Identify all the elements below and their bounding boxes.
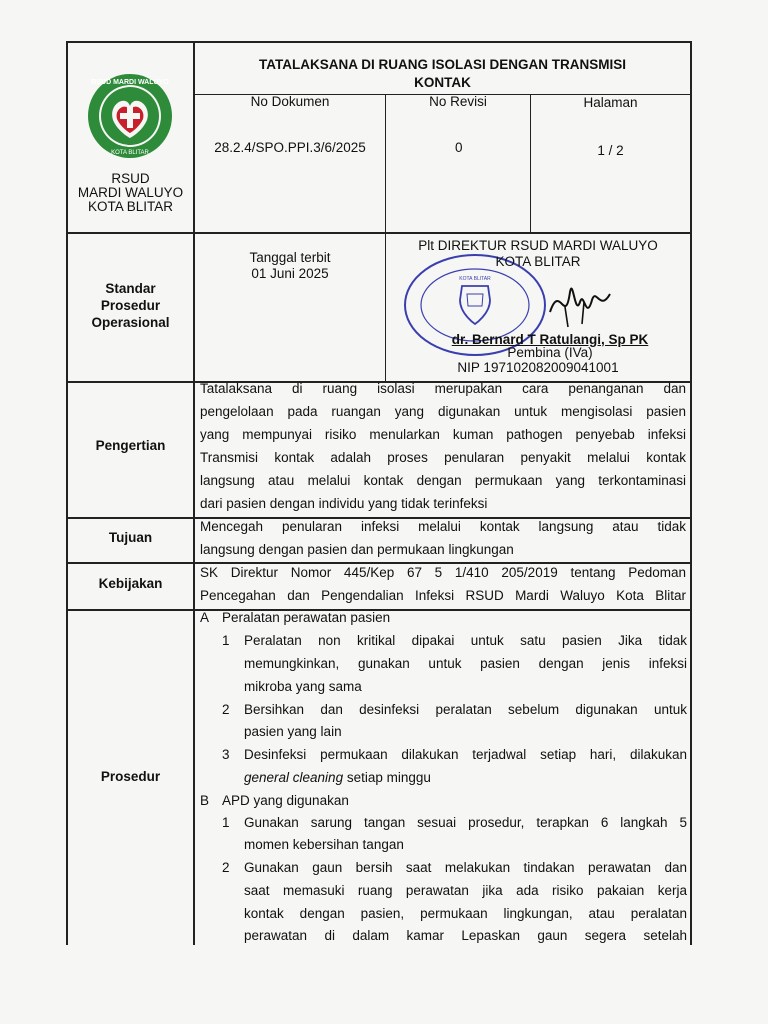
document-title-line-1: TATALAKSANA DI RUANG ISOLASI DENGAN TRANSMISI — [259, 57, 626, 72]
b2-line: kontak dengan pasien, permukaan lingkungan, atau peralatan — [244, 906, 687, 921]
b2-line: Gunakan gaun bersih saat melakukan tindakan perawatan dan — [244, 860, 687, 875]
a3-line-2 — [244, 767, 687, 789]
a1-number: 1 — [222, 633, 230, 648]
section-a-title: Peralatan perawatan pasien — [222, 610, 391, 625]
signer-rank: Pembina (IVa) — [507, 345, 593, 360]
kebijakan-line: SK Direktur Nomor 445/Kep 67 5 1/410 205/2019 tentang Pedoman — [200, 565, 686, 580]
tanggal-terbit-value: 01 Juni 2025 — [251, 266, 329, 281]
pengertian-line: yang mempunyai risiko menularkan kuman pathogen penyebab infeksi — [200, 427, 686, 442]
a2-line: pasien yang lain — [244, 724, 342, 739]
halaman-label: Halaman — [583, 95, 638, 110]
hospital-logo — [86, 72, 174, 160]
table-border-top — [66, 41, 692, 43]
hospital-name-line-2: MARDI WALUYO — [77, 185, 184, 200]
no-revisi-label: No Revisi — [429, 94, 487, 109]
a3-number: 3 — [222, 747, 230, 762]
plt-director-line-1: Plt DIREKTUR RSUD MARDI WALUYO — [418, 238, 658, 253]
tujuan-line: Mencegah penularan infeksi melalui kontak langsung atau tidak — [200, 519, 686, 534]
prosedur-label: Prosedur — [100, 769, 161, 784]
signature — [540, 272, 620, 332]
pengertian-line: Tatalaksana di ruang isolasi merupakan cara penanganan dan — [200, 381, 686, 396]
tujuan-label: Tujuan — [108, 530, 153, 545]
a3-line-rest: setiap minggu — [343, 770, 431, 785]
a1-line: mikroba yang sama — [244, 679, 362, 694]
svg-text:KOTA BLITAR: KOTA BLITAR — [459, 276, 491, 282]
kebijakan-line: Pencegahan dan Pengendalian Infeksi RSUD Mardi Waluyo Kota Blitar — [200, 588, 686, 603]
no-dokumen-value: 28.2.4/SPO.PPI.3/6/2025 — [214, 140, 366, 155]
signer-name: dr. Bernard T Ratulangi, Sp PK — [451, 332, 649, 347]
b2-line: perawatan di dalam kamar Lepaskan gaun segera setelah — [244, 928, 687, 943]
tanggal-terbit-label: Tanggal terbit — [249, 250, 331, 265]
b1-line: Gunakan sarung tangan sesuai prosedur, terapkan 6 langkah 5 — [244, 815, 687, 830]
document-title-line-2: KONTAK — [414, 75, 471, 90]
section-b-title: APD yang digunakan — [222, 793, 349, 808]
a1-line: Peralatan non kritikal dipakai untuk satu pasien Jika tidak — [244, 633, 687, 648]
no-revisi-value: 0 — [455, 140, 463, 155]
kebijakan-label: Kebijakan — [98, 576, 163, 591]
a2-number: 2 — [222, 702, 230, 717]
sop-label-line-2: Prosedur — [100, 298, 161, 313]
section-b-letter: B — [200, 793, 210, 808]
b1-number: 1 — [222, 815, 230, 830]
pengertian-line: pengelolaan pada ruangan yang digunakan untuk mengisolasi pasien — [200, 404, 686, 419]
halaman-value: 1 / 2 — [597, 143, 624, 158]
pengertian-line: Transmisi kontak adalah proses penularan penyakit melalui kontak — [200, 450, 686, 465]
hospital-name-line-1: RSUD — [111, 171, 150, 186]
b2-line: saat memasuki ruang perawatan jika ada risiko pakaian kerja — [244, 883, 687, 898]
pengertian-line: dari pasien dengan individu yang tidak terinfeksi — [200, 496, 488, 511]
b2-number: 2 — [222, 860, 230, 875]
svg-text:KOTA BLITAR: KOTA BLITAR — [111, 150, 149, 156]
hospital-name-line-3: KOTA BLITAR — [87, 199, 174, 214]
a3-line: Desinfeksi permukaan dilakukan terjadwal setiap hari, dilakukan — [244, 747, 687, 762]
a1-line: memungkinkan, gunakan untuk pasien dengan jenis infeksi — [244, 656, 687, 671]
plt-director-line-2: KOTA BLITAR — [495, 254, 581, 269]
b1-line: momen kebersihan tangan — [244, 837, 404, 852]
tujuan-line: langsung dengan pasien dan permukaan lingkungan — [200, 542, 514, 557]
section-a-letter: A — [200, 610, 210, 625]
pengertian-line: langsung atau melalui kontak dengan permukaan yang terkontaminasi — [200, 473, 686, 488]
svg-text:RSUD MARDI WALUYO: RSUD MARDI WALUYO — [91, 79, 169, 86]
a2-line: Bersihkan dan desinfeksi peralatan sebelum digunakan untuk — [244, 702, 687, 717]
general-cleaning-italic: general cleaning — [244, 770, 344, 785]
sop-label-line-1: Standar — [105, 281, 156, 296]
signer-nip: NIP 197102082009041001 — [457, 360, 619, 375]
header-cell-divider-1 — [385, 94, 386, 232]
header-bottom — [66, 232, 692, 234]
pengertian-label: Pengertian — [95, 438, 166, 453]
header-cell-divider-2 — [530, 94, 531, 232]
column-divider — [193, 41, 195, 945]
sop-label-line-3: Operasional — [91, 315, 170, 330]
table-border-right — [690, 41, 692, 945]
no-dokumen-label: No Dokumen — [250, 94, 330, 109]
